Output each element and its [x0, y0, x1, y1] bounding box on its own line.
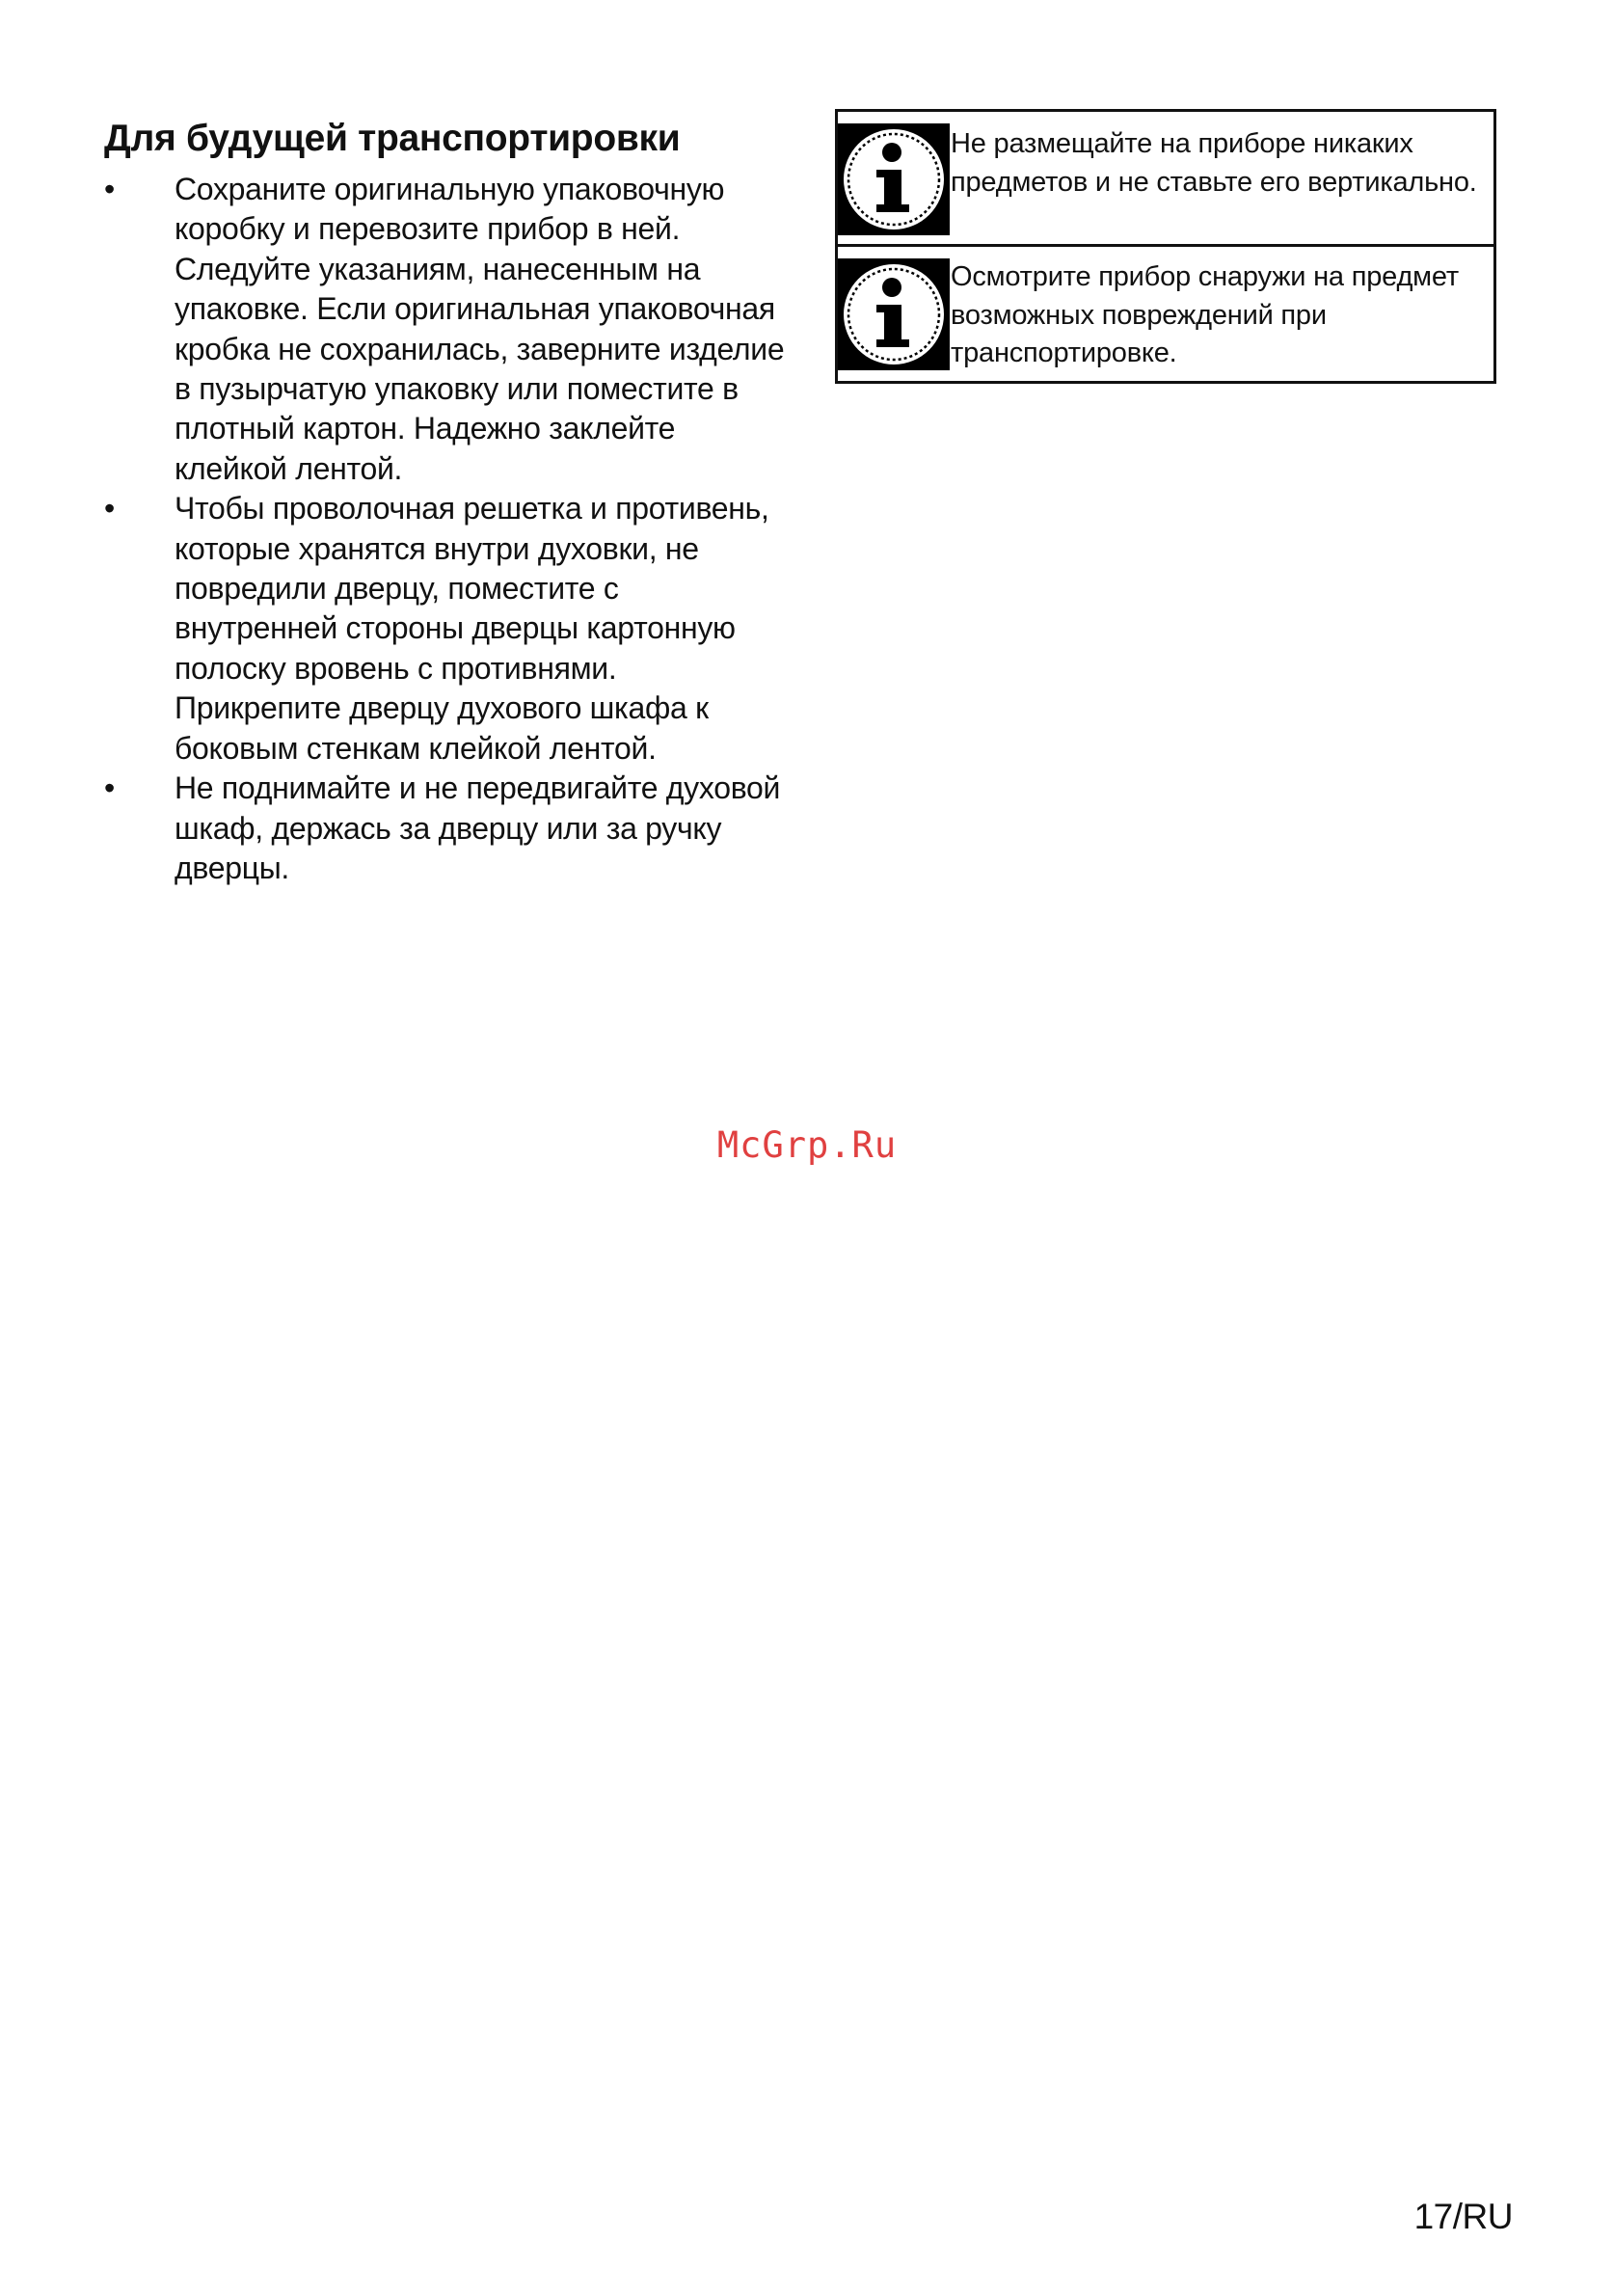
transport-section — [104, 114, 789, 888]
section-title: Для будущей транспортировки — [104, 118, 681, 159]
info-note — [838, 112, 1493, 247]
list-item — [104, 769, 789, 888]
info-icon — [838, 123, 950, 235]
note-text: Осмотрите прибор снаружи на предмет возможных повреждений при транспортировке. — [951, 261, 1459, 368]
list-item-text: Чтобы проволочная решетка и противень, которые хранятся внутри духовки, не повредили дверцу, поместите с внутренней стороны дверцы картонную полоску вровень с противнями. Прикрепите дверцу духового шкафа к боковым стенкам клейкой лентой. — [175, 491, 769, 766]
list-item-text: Сохраните оригинальную упаковочную коробку и перевозите прибор в ней. Следуйте указаниям, нанесенным на упаковке. Если оригинальная упаковочная кробка не сохранилась, заверните изделие в пузырчатую упаковку или поместите в плотный картон. Надежно заклейте клейкой лентой. — [175, 172, 785, 486]
bullet-mark: • — [104, 172, 115, 206]
list-item — [104, 489, 789, 769]
watermark: McGrp.Ru — [716, 1124, 898, 1166]
info-notes-box — [835, 109, 1496, 384]
bullet-list — [104, 170, 789, 888]
page-number: 17/RU — [1413, 2197, 1513, 2236]
bullet-mark: • — [104, 770, 115, 806]
list-item-text: Не поднимайте и не передвигайте духовой шкаф, держась за дверцу или за ручку дверцы. — [175, 770, 781, 885]
note-text: Не размещайте на приборе никаких предметов и не ставьте его вертикально. — [951, 128, 1477, 198]
info-note — [838, 247, 1493, 381]
list-item — [104, 170, 789, 489]
bullet-mark: • — [104, 491, 115, 527]
info-icon — [838, 258, 950, 370]
